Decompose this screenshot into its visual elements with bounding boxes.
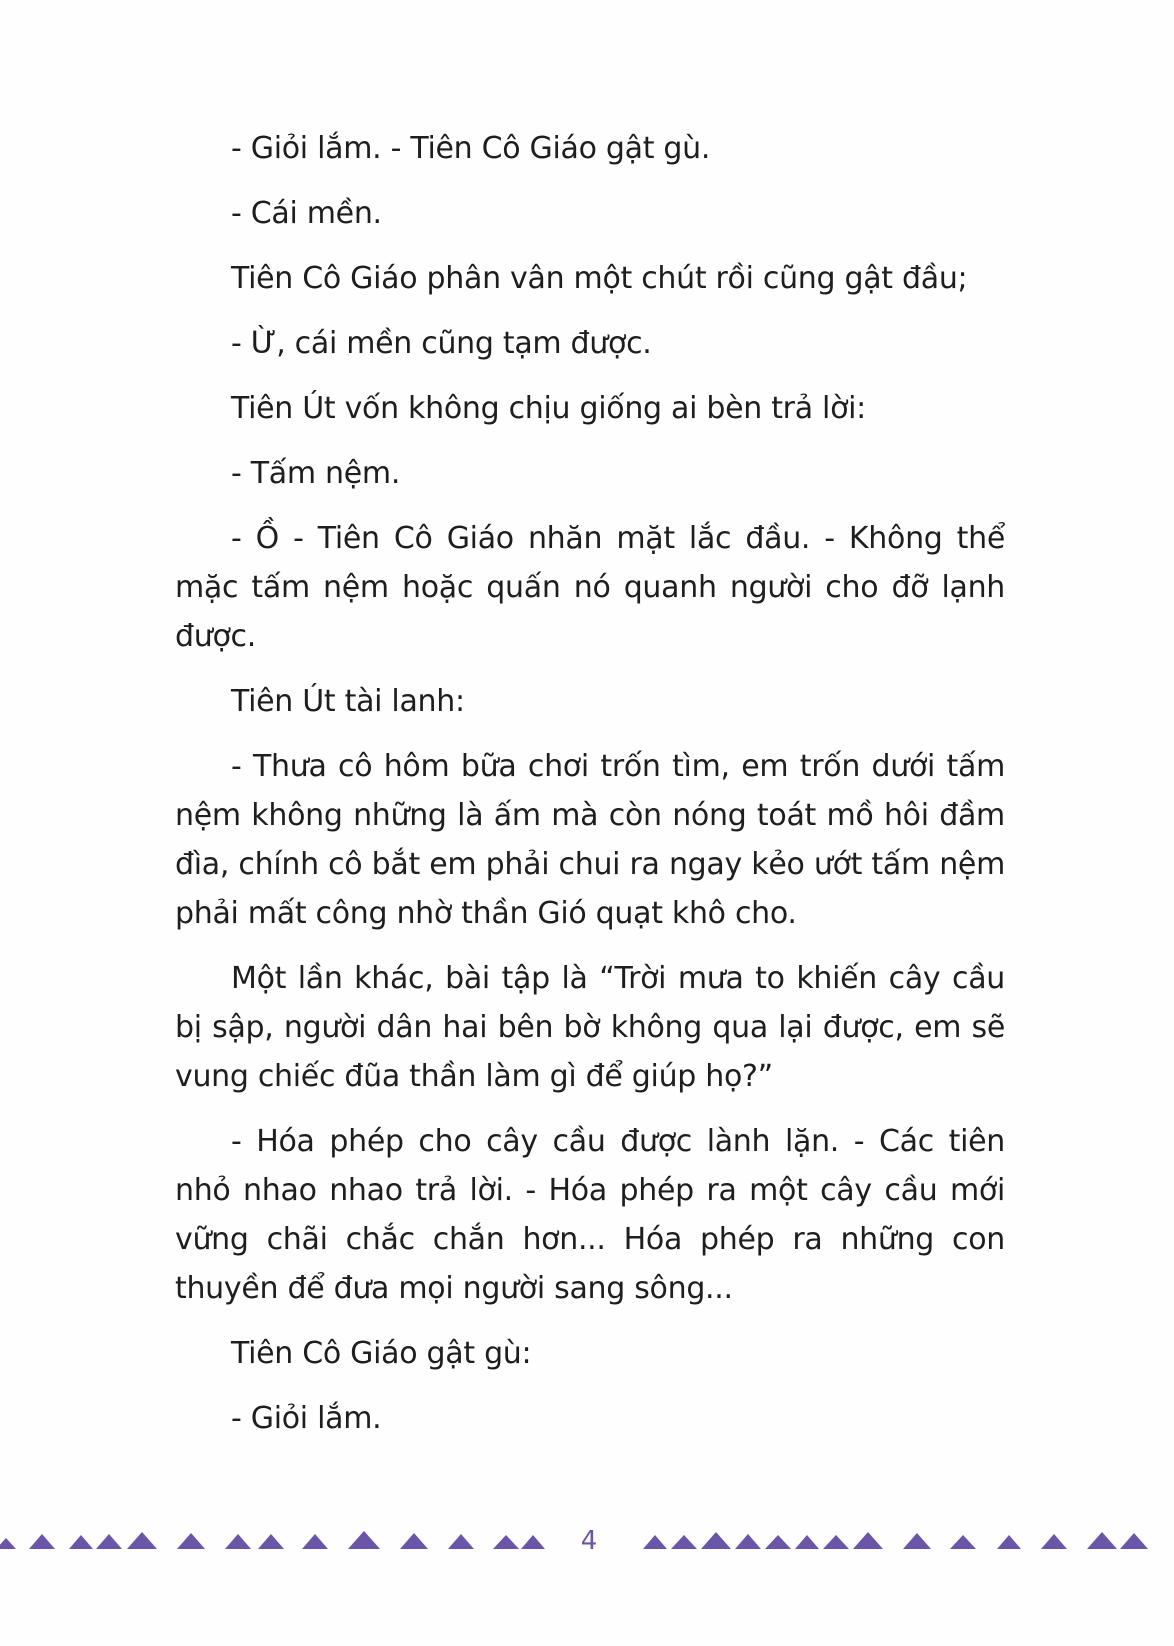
triangle-icon	[643, 1535, 667, 1549]
paragraph: - Ừ, cái mền cũng tạm được.	[231, 326, 652, 361]
triangle-icon	[400, 1533, 428, 1549]
paragraph: Tiên Út vốn không chịu giống ai bèn trả lời:	[231, 391, 866, 426]
paragraph: - Thưa cô hôm bữa chơi trốn tìm, em trốn dưới tấm nệm không những là ấm mà còn nóng toát mồ hôi đầm đìa, chính cô bắt em phải chui ra ngay kẻo ướt tấm nệm phải mất công nhờ thần Gió quạt khô cho.	[175, 749, 1005, 931]
triangle-icon	[1120, 1533, 1148, 1549]
triangle-icon	[0, 1538, 16, 1549]
triangle-icon	[823, 1535, 849, 1549]
triangle-icon	[997, 1535, 1021, 1549]
triangle-icon	[96, 1534, 122, 1549]
triangle-icon	[177, 1533, 205, 1549]
triangle-icon	[448, 1534, 474, 1549]
triangle-icon	[1087, 1532, 1117, 1549]
paragraph: - Tấm nệm.	[231, 456, 401, 491]
story-text	[175, 124, 1005, 1443]
triangle-icon	[950, 1535, 976, 1549]
triangle-icon	[302, 1534, 328, 1549]
triangle-icon	[348, 1531, 380, 1549]
triangle-icon	[671, 1535, 697, 1549]
triangle-icon	[1041, 1534, 1067, 1549]
triangle-icon	[795, 1535, 819, 1549]
paragraph: - Hóa phép cho cây cầu được lành lặn. - Các tiên nhỏ nhao nhao trả lời. - Hóa phép ra một cây cầu mới vững chãi chắc chắn hơn... Hóa phép ra những con thuyền để đưa mọi người sang sông...	[175, 1124, 1005, 1306]
paragraph: - Cái mền.	[231, 196, 382, 231]
triangle-icon	[701, 1532, 731, 1549]
triangle-icon	[493, 1535, 519, 1549]
paragraph: - Giỏi lắm.	[231, 1401, 382, 1436]
triangle-icon	[521, 1535, 545, 1549]
paragraph: - Ồ - Tiên Cô Giáo nhăn mặt lắc đầu. - Không thể mặc tấm nệm hoặc quấn nó quanh người cho đỡ lạnh được.	[175, 521, 1005, 654]
triangle-icon	[903, 1533, 931, 1549]
triangle-icon	[29, 1534, 55, 1549]
triangle-icon	[735, 1534, 761, 1549]
triangle-icon	[127, 1532, 157, 1549]
triangle-icon	[69, 1535, 93, 1549]
paragraph: Một lần khác, bài tập là “Trời mưa to khiến cây cầu bị sập, người dân hai bên bờ không qua lại được, em sẽ vung chiếc đũa thần làm gì để giúp họ?”	[175, 961, 1005, 1094]
triangle-icon	[853, 1532, 883, 1549]
paragraph: Tiên Cô Giáo phân vân một chút rồi cũng gật đầu;	[231, 261, 968, 296]
triangle-icon	[258, 1534, 284, 1549]
triangle-icon	[765, 1535, 791, 1549]
paragraph: Tiên Cô Giáo gật gù:	[231, 1336, 532, 1371]
page-number: 4	[580, 1526, 598, 1556]
paragraph: Tiên Út tài lanh:	[231, 684, 465, 719]
paragraph: - Giỏi lắm. - Tiên Cô Giáo gật gù.	[231, 131, 711, 166]
triangle-icon	[225, 1534, 251, 1549]
